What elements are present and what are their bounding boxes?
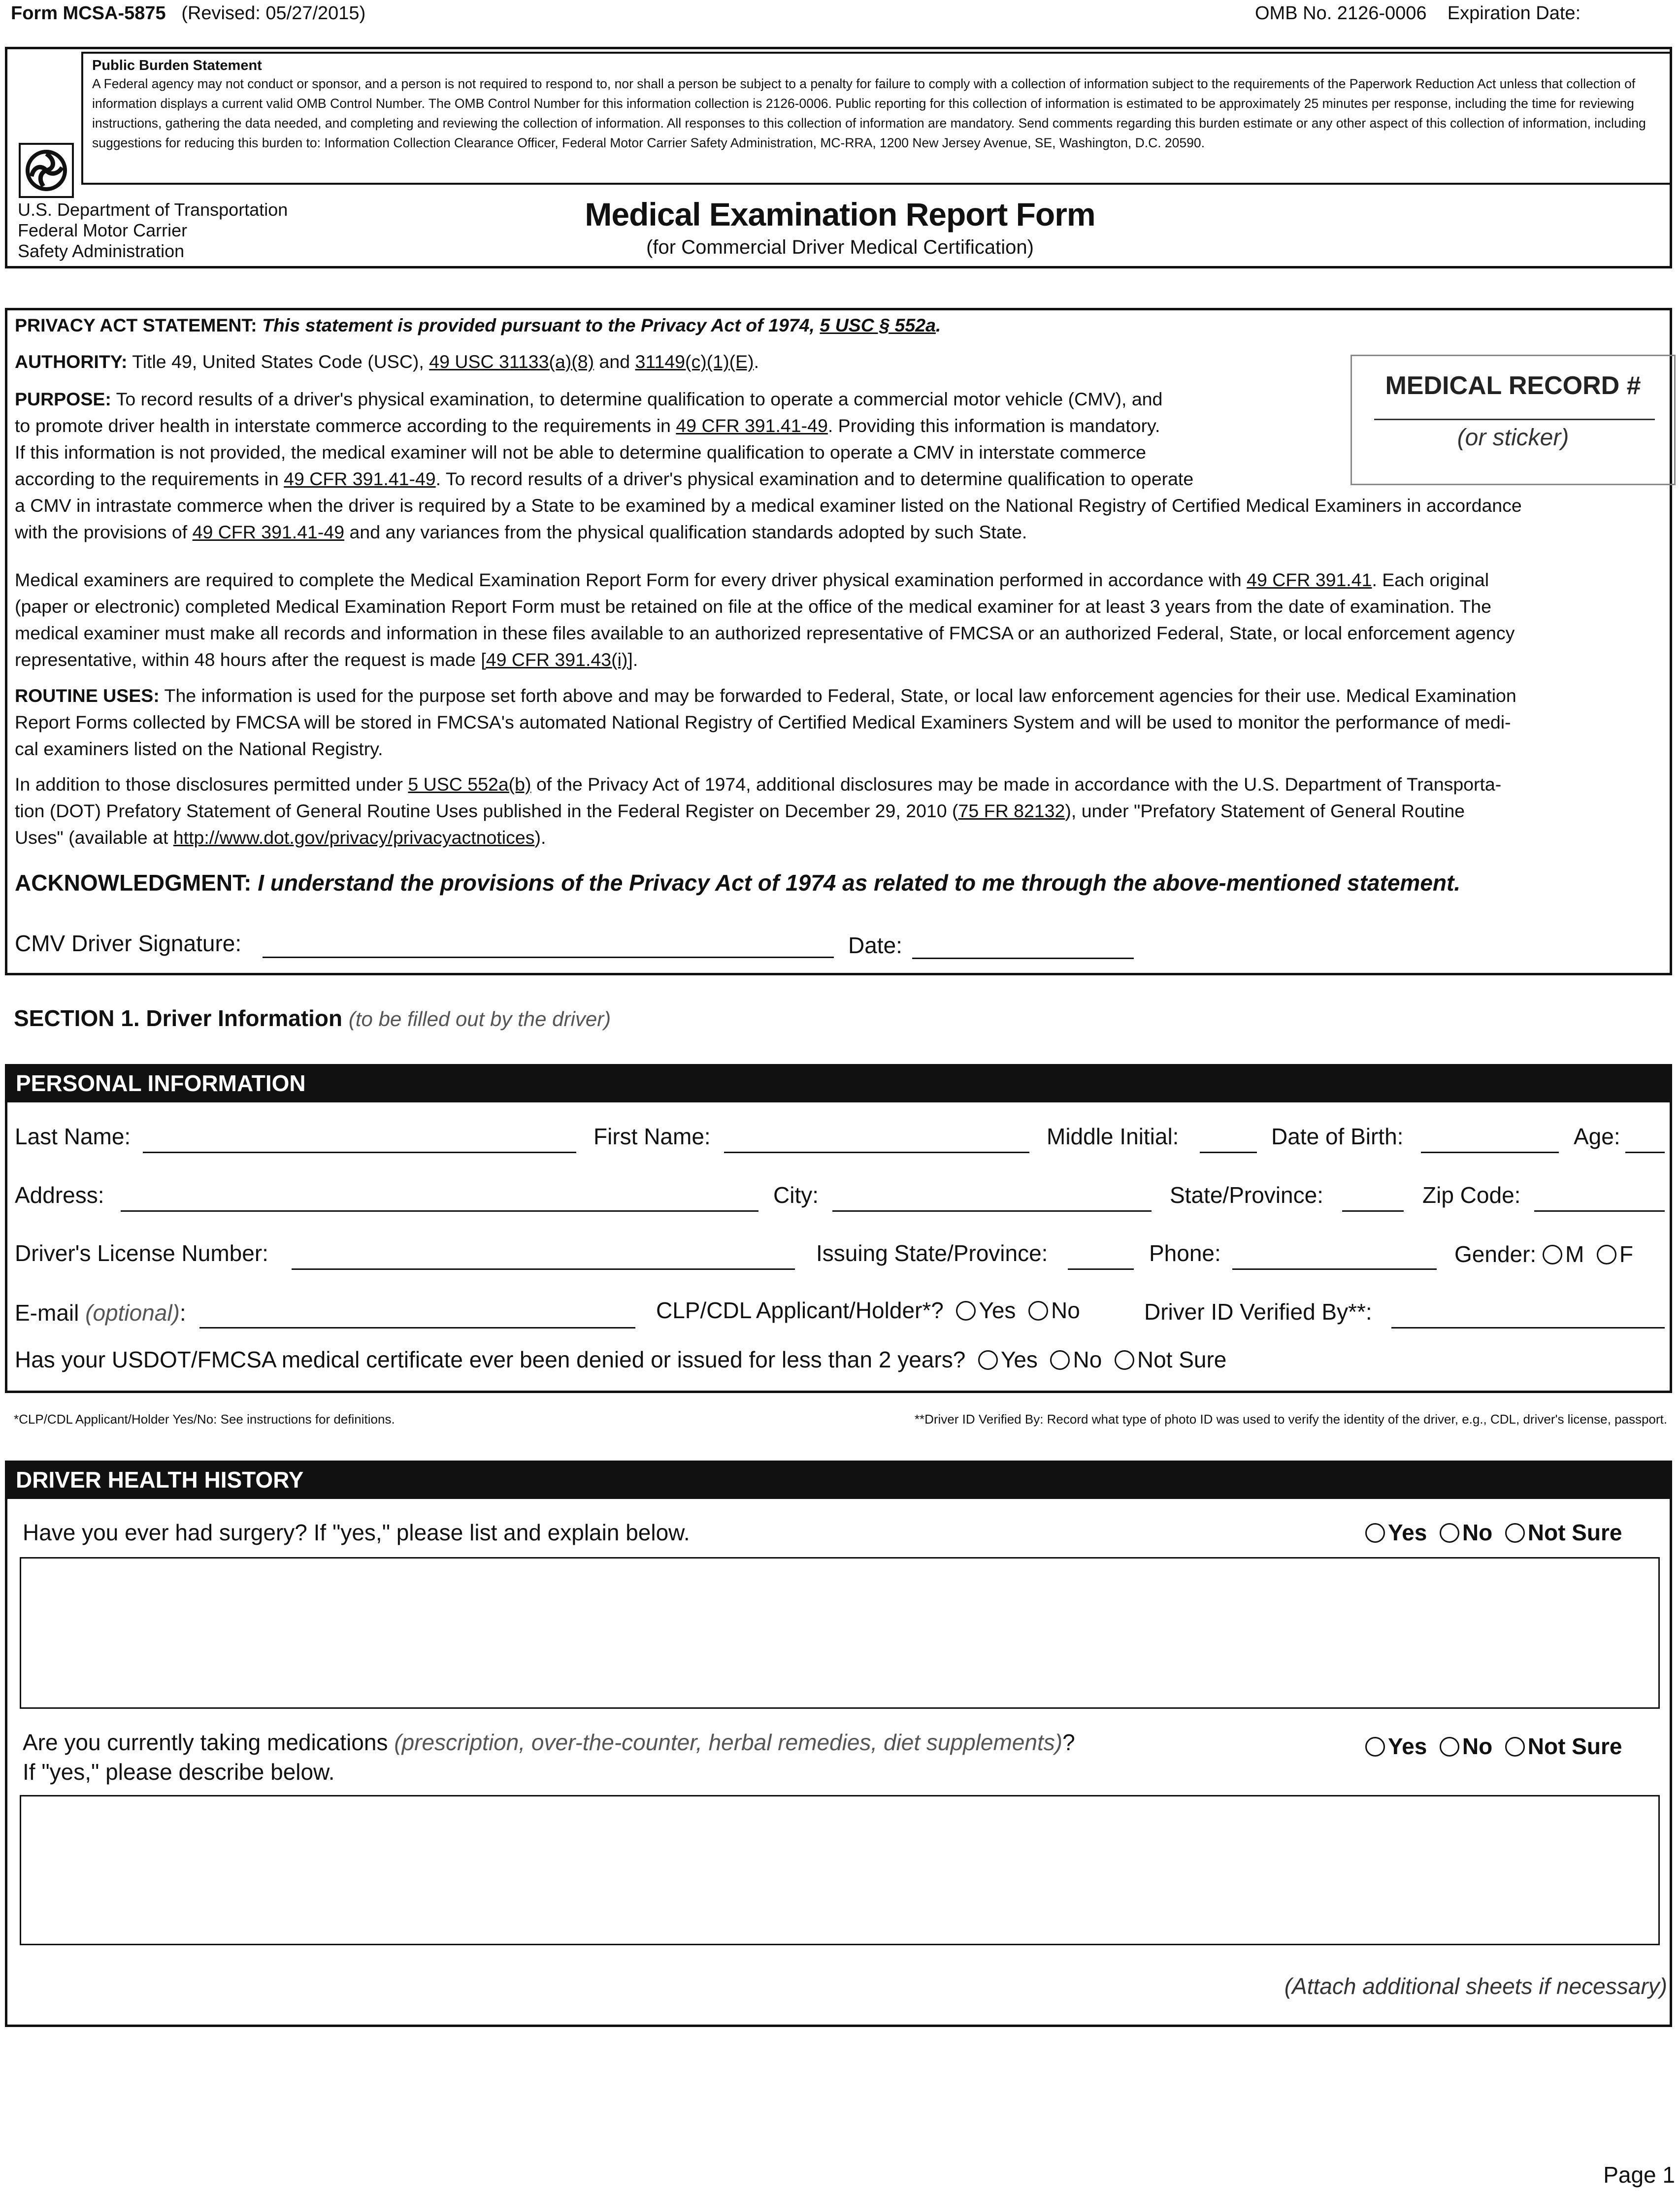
clp-no-radio[interactable] [1028,1301,1048,1321]
personal-info-box [5,1064,1672,1393]
address-label: Address: [15,1182,104,1208]
health-history-header: DRIVER HEALTH HISTORY [5,1461,1672,1499]
zip-field[interactable] [1534,1210,1665,1212]
link-49cfr-391-43[interactable]: [49 CFR 391.43(i)] [481,649,633,670]
omb-line [1255,3,1581,24]
link-49cfr-a[interactable]: 49 CFR 391.41-49 [676,415,828,436]
signature-label: CMV Driver Signature: [15,931,242,956]
gender-group: Gender: M F [1454,1241,1633,1267]
id-verified-field[interactable] [1391,1327,1665,1329]
link-5usc552ab[interactable]: 5 USC 552a(b) [408,774,531,795]
form-subtitle: (for Commercial Driver Medical Certification) [646,236,1034,258]
surgery-explanation-box[interactable] [20,1557,1660,1709]
medications-options: Yes No Not Sure [1365,1733,1622,1760]
surgery-options: Yes No Not Sure [1365,1519,1622,1546]
medical-record-field[interactable] [1374,419,1655,420]
clp-group: CLP/CDL Applicant/Holder*? Yes No [656,1297,1080,1323]
surgery-no-radio[interactable] [1440,1523,1459,1543]
burden-statement [81,52,1672,185]
denied-no-radio[interactable] [1050,1350,1070,1370]
issuing-state-field[interactable] [1068,1268,1134,1270]
footnote-clp: *CLP/CDL Applicant/Holder Yes/No: See instructions for definitions. [14,1412,395,1427]
dot-logo-icon [19,143,74,198]
ack-date-label: Date: [848,932,902,958]
form-id: Form MCSA-5875 [11,3,166,24]
dob-label: Date of Birth: [1271,1124,1404,1149]
last-name-field[interactable] [143,1152,576,1153]
medications-yes-radio[interactable] [1365,1737,1385,1757]
dob-field[interactable] [1421,1152,1559,1153]
denied-question: Has your USDOT/FMCSA medical certificate ever been denied or issued for less than 2 years? Yes No Not Sure [15,1347,1227,1372]
middle-initial-label: Middle Initial: [1047,1124,1179,1149]
privacy-examiners: Medical examiners are required to complete the Medical Examination Report Form for every driver physical examination performed in accordance with 49 CFR 391.41. Each original (paper or electronic) completed Medical Examination Report Form must be retained on file at the office of the medical examiner for at least 3 years from the date of examination. The medical examiner must make all records and information in these files available to an authorized representative of FMCSA or an authorized Federal, State, or local enforcement agency representative, within 48 hours after the request is made [49 CFR 391.43(i)]. [15,569,1515,670]
link-49cfr-c[interactable]: 49 CFR 391.41-49 [192,522,345,542]
zip-label: Zip Code: [1422,1182,1521,1208]
age-field[interactable] [1625,1152,1665,1153]
medical-record-title: MEDICAL RECORD # [1385,371,1641,400]
last-name-label: Last Name: [15,1124,131,1149]
medications-description-box[interactable] [20,1795,1660,1945]
surgery-question: Have you ever had surgery? If "yes," please list and explain below. [23,1520,690,1545]
privacy-additional: In addition to those disclosures permitted under 5 USC 552a(b) of the Privacy Act of 1974, additional disclosures may be made in accordance with the U.S. Department of Transporta- tion (DOT) Prefatory Statement of General Routine Uses published in the Federal Register on December 29, 2010 (75 FR 82132), under "Prefatory Statement of General Routine Uses" (available at http://www.dot.gov/privacy/privacyactnotices). [15,774,1502,848]
age-label: Age: [1574,1124,1620,1149]
email-field[interactable] [199,1327,635,1329]
city-field[interactable] [832,1210,1152,1212]
phone-label: Phone: [1149,1240,1221,1266]
section1-title: SECTION 1. Driver Information (to be filled out by the driver) [14,1005,611,1031]
address-field[interactable] [121,1210,758,1212]
first-name-field[interactable] [724,1152,1029,1153]
issuing-state-label: Issuing State/Province: [816,1240,1048,1266]
clp-yes-radio[interactable] [956,1301,976,1321]
link-49usc31133[interactable]: 49 USC 31133(a)(8) [429,351,594,372]
medical-record-box [1351,355,1676,485]
omb-number: OMB No. 2126-0006 [1255,3,1427,24]
form-id-line [11,3,365,24]
medical-record-sticker: (or sticker) [1457,425,1569,451]
link-31149[interactable]: 31149(c)(1)(E) [635,351,754,372]
link-75fr82132[interactable]: 75 FR 82132 [958,800,1065,821]
revised-date: (Revised: 05/27/2015) [181,3,366,24]
link-49cfr-b[interactable]: 49 CFR 391.41-49 [284,468,436,489]
ack-date-field[interactable] [912,958,1134,959]
license-label: Driver's License Number: [15,1240,268,1266]
middle-initial-field[interactable] [1200,1152,1257,1153]
medications-question: Are you currently taking medications (prescription, over-the-counter, herbal remedies, diet supplements)? [23,1729,1075,1755]
link-dot-privacy[interactable]: http://www.dot.gov/privacy/privacyactnotices [173,827,535,848]
expiration-date: Expiration Date: [1447,3,1581,24]
burden-title: Public Burden Statement [92,58,262,73]
surgery-not-sure-radio[interactable] [1505,1523,1525,1543]
burden-text: A Federal agency may not conduct or sponsor, and a person is not required to respond to, nor shall a person be subject to a penalty for failure to comply with a collection of information subject to the requirements of the Paperwork Reduction Act unless that collection of information displays a current valid OMB Control Number. The OMB Control Number for this information collection is 2126-0006. Public reporting for this collection of information is estimated to be approximately 25 minutes per response, including the time for reviewing instructions, gathering the data needed, and completing and reviewing the collection of information. All responses to this collection of information are mandatory. Send comments regarding this burden estimate or any other aspect of this collection of information, including suggestions for reducing this burden to: Information Collection Clearance Officer, Federal Motor Carrier Safety Administration, MC-RRA, 1200 New Jersey Avenue, SE, Washington, D.C. 20590. [92,76,1646,150]
form-title: Medical Examination Report Form [585,196,1095,233]
surgery-yes-radio[interactable] [1365,1523,1385,1543]
signature-field[interactable] [263,957,834,958]
id-verified-label: Driver ID Verified By**: [1144,1299,1372,1325]
phone-field[interactable] [1232,1268,1437,1270]
attach-note: (Attach additional sheets if necessary) [1284,1973,1667,1999]
footnote-id-verified: **Driver ID Verified By: Record what type of photo ID was used to verify the identity of the driver, e.g., CDL, driver's license, passport. [914,1412,1667,1427]
acknowledgment: ACKNOWLEDGMENT: I understand the provisions of the Privacy Act of 1974 as related to me through the above-mentioned statement. [15,870,1461,896]
privacy-heading: PRIVACY ACT STATEMENT: This statement is provided pursuant to the Privacy Act of 1974, 5 USC § 552a. [15,315,941,335]
personal-info-header: PERSONAL INFORMATION [5,1064,1672,1102]
privacy-purpose: PURPOSE: To record results of a driver's physical examination, to determine qualification to operate a commercial motor vehicle (CMV), and to promote driver health in interstate commerce according to the requirements in 49 CFR 391.41-49. Providing this information is mandatory. If this information is not provided, the medical examiner will not be able to determine qualification to operate a CMV in interstate commerce according to the requirements in 49 CFR 391.41-49. To record results of a driver's physical examination and to determine qualification to operate [15,389,1194,489]
gender-m-radio[interactable] [1543,1245,1562,1264]
state-field[interactable] [1342,1210,1404,1212]
license-field[interactable] [292,1268,795,1270]
first-name-label: First Name: [593,1124,711,1149]
page-number: Page 1 [1603,2162,1675,2188]
agency-name: U.S. Department of Transportation Federal Motor Carrier Safety Administration [18,199,288,261]
denied-yes-radio[interactable] [978,1350,998,1370]
denied-not-sure-radio[interactable] [1115,1350,1134,1370]
link-49cfr-391-41[interactable]: 49 CFR 391.41 [1247,569,1372,590]
state-label: State/Province: [1170,1182,1323,1208]
privacy-routine-uses: ROUTINE USES: The information is used for the purpose set forth above and may be forwarded to Federal, State, or local law enforcement agencies for their use. Medical Examination Report Forms collected by FMCSA will be stored in FMCSA's automated National Registry of Certified Medical Examiners System and will be used to monitor the performance of medi- cal examiners listed on the National Registry. [15,685,1516,759]
privacy-purpose-cont: a CMV in intrastate commerce when the driver is required by a State to be examined by a medical examiner listed on the National Registry of Certified Medical Examiners in accordance with the provisions of 49 CFR 391.41-49 and any variances from the physical qualification standards adopted by such State. [15,495,1522,542]
medications-no-radio[interactable] [1440,1737,1459,1757]
gender-f-radio[interactable] [1597,1245,1616,1264]
medications-not-sure-radio[interactable] [1505,1737,1525,1757]
medications-question-2: If "yes," please describe below. [23,1759,335,1785]
email-label: E-mail (optional): [15,1300,186,1326]
privacy-authority: AUTHORITY: Title 49, United States Code (USC), 49 USC 31133(a)(8) and 31149(c)(1)(E). [15,351,759,372]
city-label: City: [773,1182,819,1208]
